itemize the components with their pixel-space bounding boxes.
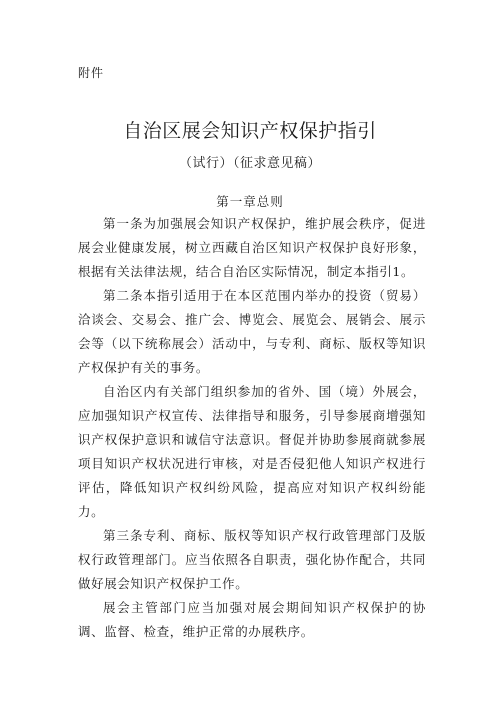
paragraph-external-exhibitions: 自治区内有关部门组织参加的省外、国（境）外展会，应加强知识产权宣传、法律指导和服务，引导参展商增强知识产权保护意识和诚信守法意识。督促并协助参展商就参展项目知识产权状况进行审核，对是否侵犯他人知识产权进行评估，降低知识产权纠纷风险，提高应对知识产权纠纷能力。 xyxy=(78,384,426,519)
document-title: 自治区展会知识产权保护指引 xyxy=(123,120,377,142)
paragraph-article-2: 第二条本指引适用于在本区范围内举办的投资（贸易）洽谈会、交易会、推广会、博览会、展览会、展销会、展示会等（以下统称展会）活动中，与专利、商标、版权等知识产权保护有关的事务。 xyxy=(78,288,426,375)
attachment-label: 附件 xyxy=(78,66,105,80)
document-body xyxy=(78,212,426,644)
paragraph-exhibition-authority: 展会主管部门应当加强对展会期间知识产权保护的协调、监督、检查，维护正常的办展秩序。 xyxy=(78,600,426,639)
document-subtitle: （试行）（征求意见稿） xyxy=(178,156,321,171)
chapter-heading: 第一章总则 xyxy=(216,194,284,209)
paragraph-article-3: 第三条专利、商标、版权等知识产权行政管理部门及版权行政管理部门。应当依照各自职责，强化协作配合，共同做好展会知识产权保护工作。 xyxy=(78,528,426,591)
paragraph-article-1: 第一条为加强展会知识产权保护，维护展会秩序，促进展会业健康发展，树立西藏自治区知识产权保护良好形象，根据有关法律法规，结合自治区实际情况，制定本指引1。 xyxy=(78,216,426,279)
